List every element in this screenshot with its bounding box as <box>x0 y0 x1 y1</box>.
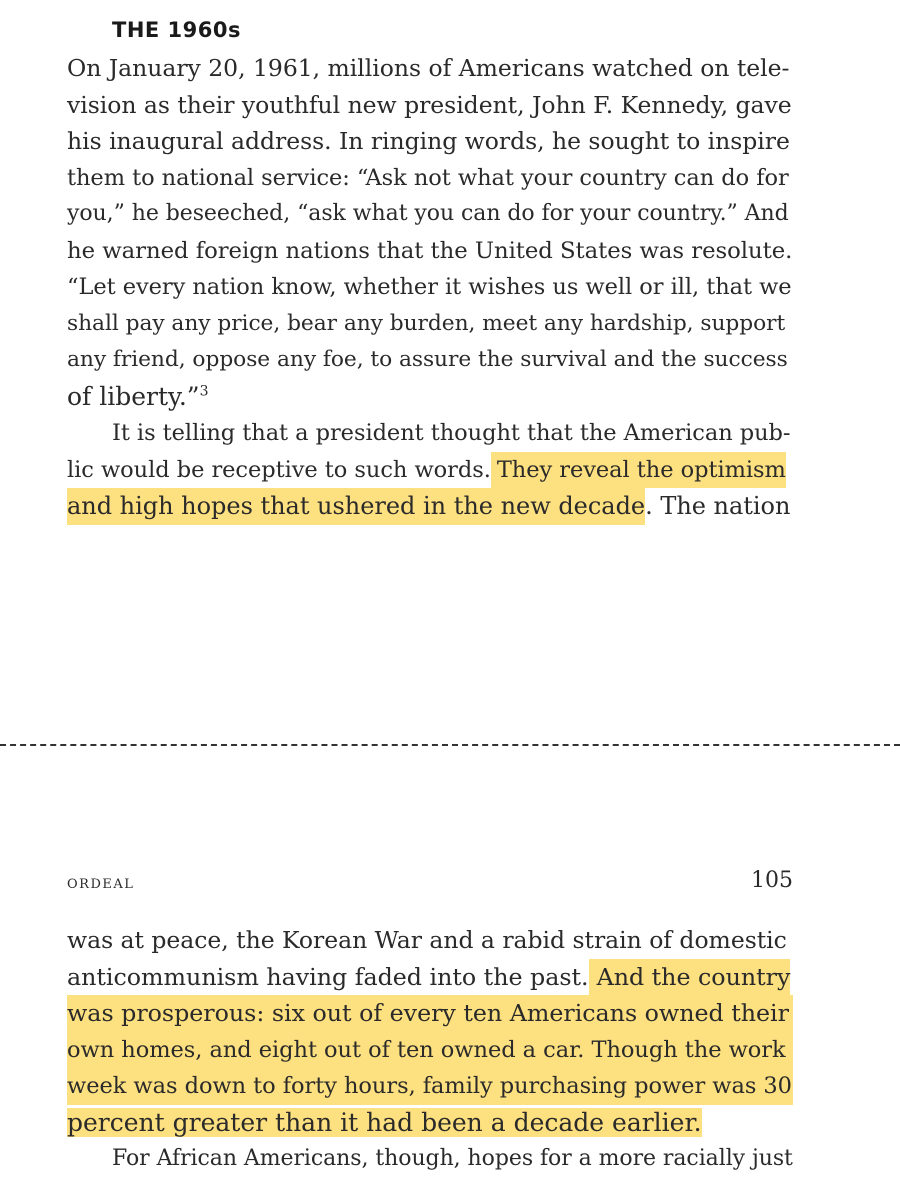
bottom-page-text <box>67 922 793 1178</box>
highlight[interactable]: and high hopes that ushered in the new decade <box>67 488 645 525</box>
section-title: THE 1960s <box>112 18 242 42</box>
text-line: On January 20, 1961, millions of Americans watched on tele- <box>67 54 790 82</box>
footnote-ref[interactable]: 3 <box>199 383 209 400</box>
text-line: For African Americans, though, hopes for a more racially just <box>112 1146 793 1171</box>
text-line: shall pay any price, bear any burden, meet any hardship, support <box>67 310 786 336</box>
text-line: vision as their youthful new president, John F. Kennedy, gave <box>67 90 792 119</box>
text-line: he warned foreign nations that the United States was resolute. <box>67 237 793 264</box>
highlight[interactable]: And the country <box>589 959 791 996</box>
text-line: and high hopes that ushered in the new decade. The nation <box>67 488 793 525</box>
text-line: It is telling that a president thought that the American pub- <box>112 420 791 446</box>
text-line: was at peace, the Korean War and a rabid strain of domestic <box>67 926 787 954</box>
highlight[interactable]: percent greater than it had been a decade earlier. <box>67 1107 702 1137</box>
text-line <box>67 1105 793 1142</box>
text-line: any friend, oppose any foe, to assure the survival and the success <box>67 347 788 372</box>
text-line: “Let every nation know, whether it wishes us well or ill, that we <box>67 274 792 300</box>
text-line: you,” he beseeched, “ask what you can do for your country.” And <box>67 201 789 226</box>
text-line: lic would be receptive to such words. They reveal the optimism <box>67 452 793 489</box>
highlight[interactable]: own homes, and eight out of ten owned a car. Though the work <box>67 1032 793 1069</box>
page-divider <box>0 744 900 746</box>
running-head: ordeal <box>67 872 135 893</box>
text-line: his inaugural address. In ringing words, he sought to inspire <box>67 127 790 155</box>
highlight[interactable]: They reveal the optimism <box>491 452 786 489</box>
text-line: them to national service: “Ask not what your country can do for <box>67 164 789 191</box>
text-line: of liberty.”$^3$ <box>67 381 209 411</box>
page-number: 105 <box>751 868 793 893</box>
top-page-text <box>67 50 793 525</box>
highlight[interactable]: was prosperous: six out of every ten Americans owned their <box>67 995 793 1032</box>
highlight[interactable]: week was down to forty hours, family purchasing power was 30 <box>67 1068 793 1105</box>
text-line: anticommunism having faded into the past. And the country <box>67 959 793 996</box>
